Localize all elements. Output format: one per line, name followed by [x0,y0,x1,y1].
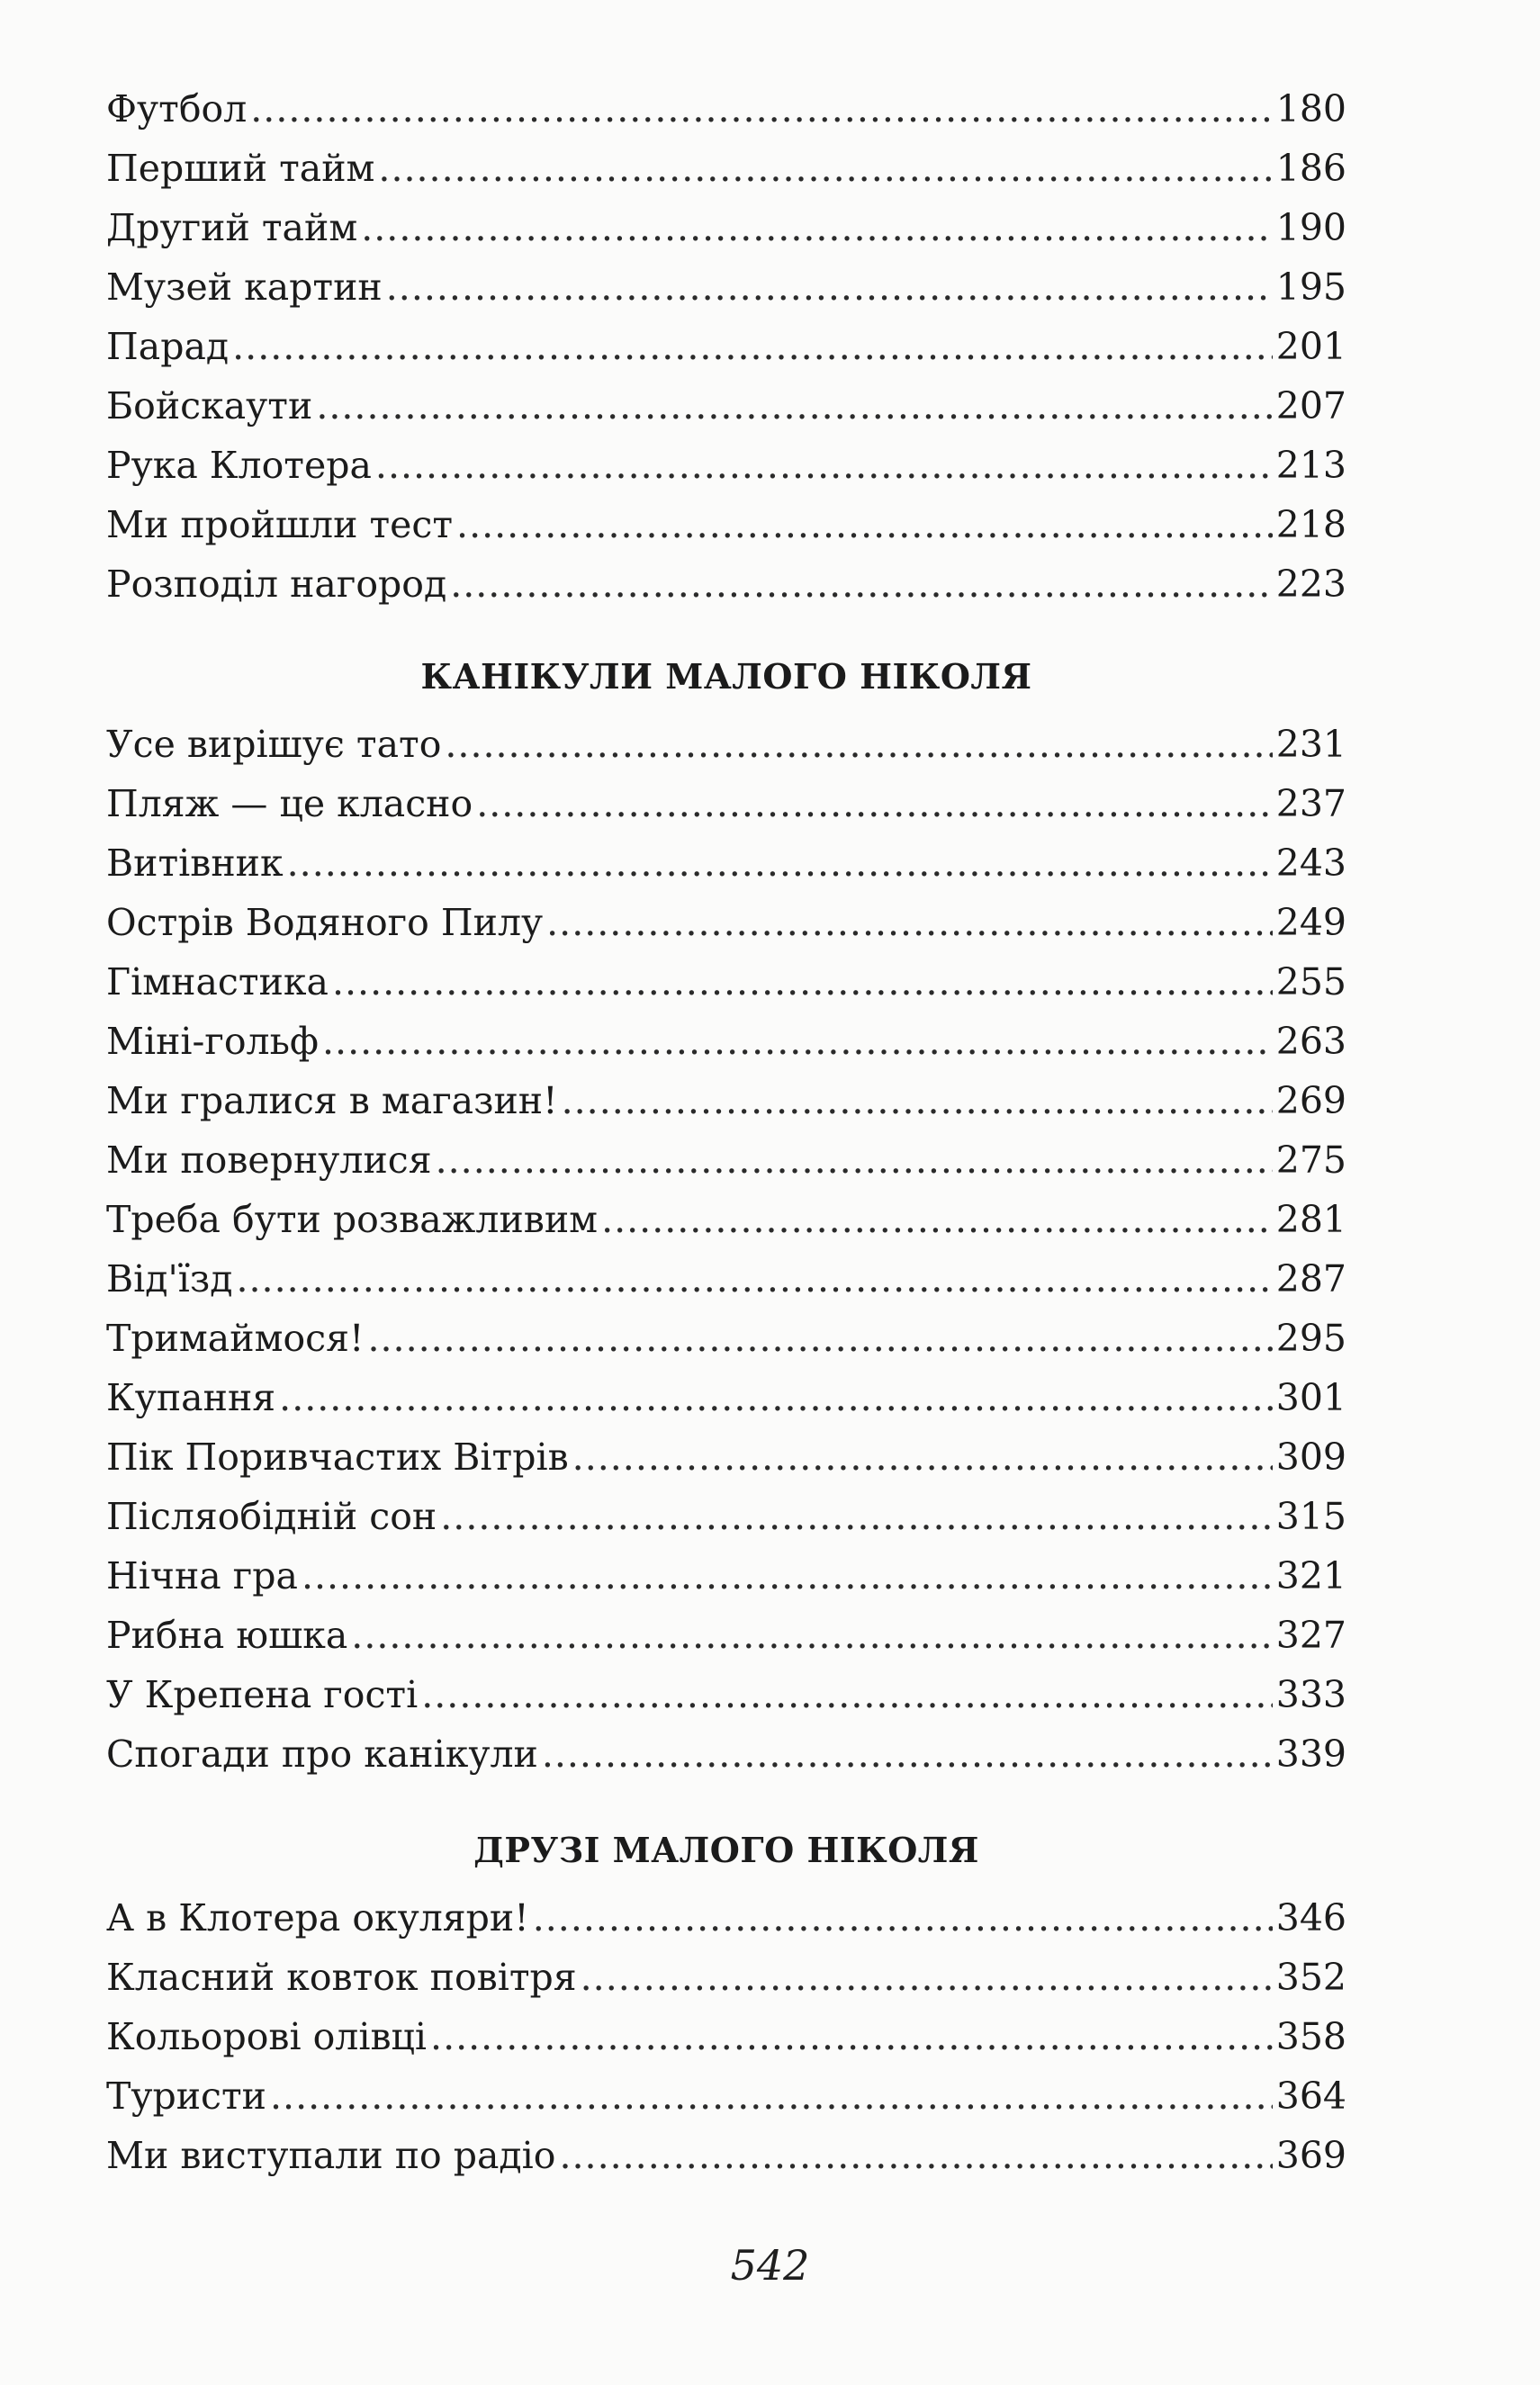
dot-leader [445,715,1272,774]
toc-entry [106,774,1346,833]
toc-entry-title: Класний ковток повітря [106,1956,577,1999]
toc-entry [106,1309,1346,1368]
toc-entry [106,833,1346,893]
dot-leader [378,139,1272,198]
toc-entry-page: 315 [1275,1495,1346,1538]
dot-leader [542,1724,1273,1784]
toc-entry [106,1249,1346,1309]
toc-entry-title: Другий тайм [106,206,358,249]
toc-entry-page: 263 [1275,1020,1346,1063]
toc-entry-page: 207 [1275,384,1346,428]
toc-entry [106,1487,1346,1546]
toc-entry-page: 231 [1275,723,1346,766]
toc-entry-title: Гімнастика [106,960,329,1004]
toc-entry-title: Міні-гольф [106,1020,320,1063]
toc-entry [106,79,1346,139]
toc-entry-title: У Крепена гості [106,1673,419,1716]
toc-entry [106,1012,1346,1071]
dot-leader [476,774,1273,833]
toc-entry-title: Бойскаути [106,384,313,428]
toc-entry [106,1665,1346,1724]
toc-entry [106,2066,1346,2126]
toc-entry-page: 201 [1275,325,1346,368]
toc-entry-title: Перший тайм [106,147,375,190]
toc-group-3 [106,1888,1346,2185]
toc-entry-page: 309 [1275,1436,1346,1479]
dot-leader [361,198,1273,257]
toc-entry [106,2126,1346,2185]
toc-entry-page: 190 [1275,206,1346,249]
toc-entry-page: 333 [1275,1673,1346,1716]
toc-entry-page: 339 [1275,1732,1346,1776]
toc-entry [106,1368,1346,1427]
toc-entry-page: 352 [1275,1956,1346,1999]
toc-entry [106,1071,1346,1130]
toc-entry-page: 249 [1275,901,1346,944]
table-of-contents [106,79,1346,2185]
toc-group-2 [106,715,1346,1784]
toc-entry [106,2007,1346,2066]
dot-leader [279,1368,1273,1427]
dot-leader [316,376,1272,436]
toc-entry [106,1888,1346,1948]
dot-leader [562,1071,1273,1130]
dot-leader [322,1012,1273,1071]
toc-entry-page: 213 [1275,444,1346,487]
dot-leader [250,79,1272,139]
toc-entry [106,257,1346,317]
page-number: 542 [730,2241,810,2290]
toc-entry-page: 327 [1275,1614,1346,1657]
toc-entry-page: 281 [1275,1198,1346,1241]
toc-entry-title: Спогади про канікули [106,1732,538,1776]
toc-entry-page: 287 [1275,1257,1346,1300]
toc-entry-title: Нічна гра [106,1554,298,1598]
dot-leader [236,1249,1272,1309]
toc-entry-title: А в Клотера окуляри! [106,1896,529,1940]
toc-entry [106,952,1346,1012]
toc-entry-page: 346 [1275,1896,1346,1940]
toc-entry-title: Рука Клотера [106,444,372,487]
toc-entry [106,436,1346,495]
toc-entry-page: 218 [1275,503,1346,546]
dot-leader [287,833,1273,893]
toc-entry-page: 321 [1275,1554,1346,1598]
dot-leader [386,257,1273,317]
toc-entry-title: Рибна юшка [106,1614,348,1657]
dot-leader [559,2126,1272,2185]
toc-entry-title: Острів Водяного Пилу [106,901,544,944]
dot-leader [440,1487,1272,1546]
toc-entry-title: Пляж — це класно [106,782,473,825]
toc-entry [106,715,1346,774]
toc-entry [106,376,1346,436]
toc-entry [106,198,1346,257]
toc-entry-page: 295 [1275,1317,1346,1360]
dot-leader [332,952,1273,1012]
toc-entry-title: Пік Поривчастих Вітрів [106,1436,569,1479]
dot-leader [450,554,1273,614]
toc-entry-title: Ми гралися в магазин! [106,1079,558,1122]
dot-leader [533,1888,1273,1948]
toc-entry [106,139,1346,198]
toc-entry-title: Кольорові олівці [106,2015,428,2058]
toc-entry-page: 364 [1275,2074,1346,2118]
toc-entry-title: Розподіл нагород [106,562,447,606]
toc-entry-title: Тримаймося! [106,1317,365,1360]
dot-leader [421,1665,1273,1724]
toc-entry [106,1948,1346,2007]
toc-entry-page: 237 [1275,782,1346,825]
section-heading: КАНІКУЛИ МАЛОГО НІКОЛЯ [420,656,1032,697]
dot-leader [351,1606,1272,1665]
toc-entry-page: 223 [1275,562,1346,606]
toc-entry [106,495,1346,554]
toc-entry-page: 358 [1275,2015,1346,2058]
dot-leader [456,495,1273,554]
toc-entry-page: 255 [1275,960,1346,1004]
dot-leader [546,893,1273,952]
toc-group-1 [106,79,1346,614]
toc-entry-title: Туристи [106,2074,267,2118]
toc-entry-page: 369 [1275,2134,1346,2177]
toc-entry-page: 195 [1275,266,1346,309]
toc-entry [106,317,1346,376]
toc-entry-title: Витівник [106,842,284,885]
dot-leader [232,317,1273,376]
toc-entry-title: Музей картин [106,266,383,309]
dot-leader [367,1309,1272,1368]
toc-entry-title: Усе вирішує тато [106,723,442,766]
toc-entry-title: Футбол [106,87,248,130]
toc-entry-page: 269 [1275,1079,1346,1122]
toc-entry-title: Від'їзд [106,1257,233,1300]
dot-leader [270,2066,1273,2126]
toc-entry [106,1130,1346,1190]
dot-leader [375,436,1273,495]
toc-entry [106,1606,1346,1665]
toc-entry-title: Парад [106,325,230,368]
toc-entry-title: Ми повернулися [106,1138,432,1182]
dot-leader [302,1546,1273,1606]
toc-entry-title: Ми виступали по радіо [106,2134,556,2177]
dot-leader [430,2007,1273,2066]
toc-entry-page: 180 [1275,87,1346,130]
toc-entry-title: Ми пройшли тест [106,503,454,546]
toc-entry-page: 275 [1275,1138,1346,1182]
toc-entry-page: 243 [1275,842,1346,885]
dot-leader [436,1130,1273,1190]
section-heading: ДРУЗІ МАЛОГО НІКОЛЯ [473,1830,979,1870]
toc-entry-title: Треба бути розважливим [106,1198,599,1241]
toc-entry-page: 186 [1275,147,1346,190]
toc-entry [106,893,1346,952]
dot-leader [572,1427,1273,1487]
toc-entry-title: Купання [106,1376,276,1419]
dot-leader [581,1948,1273,2007]
toc-entry-page: 301 [1275,1376,1346,1419]
toc-entry-title: Післяобідній сон [106,1495,437,1538]
toc-entry [106,1427,1346,1487]
toc-entry [106,1546,1346,1606]
toc-entry [106,1190,1346,1249]
dot-leader [601,1190,1273,1249]
toc-entry [106,1724,1346,1784]
toc-entry [106,554,1346,614]
